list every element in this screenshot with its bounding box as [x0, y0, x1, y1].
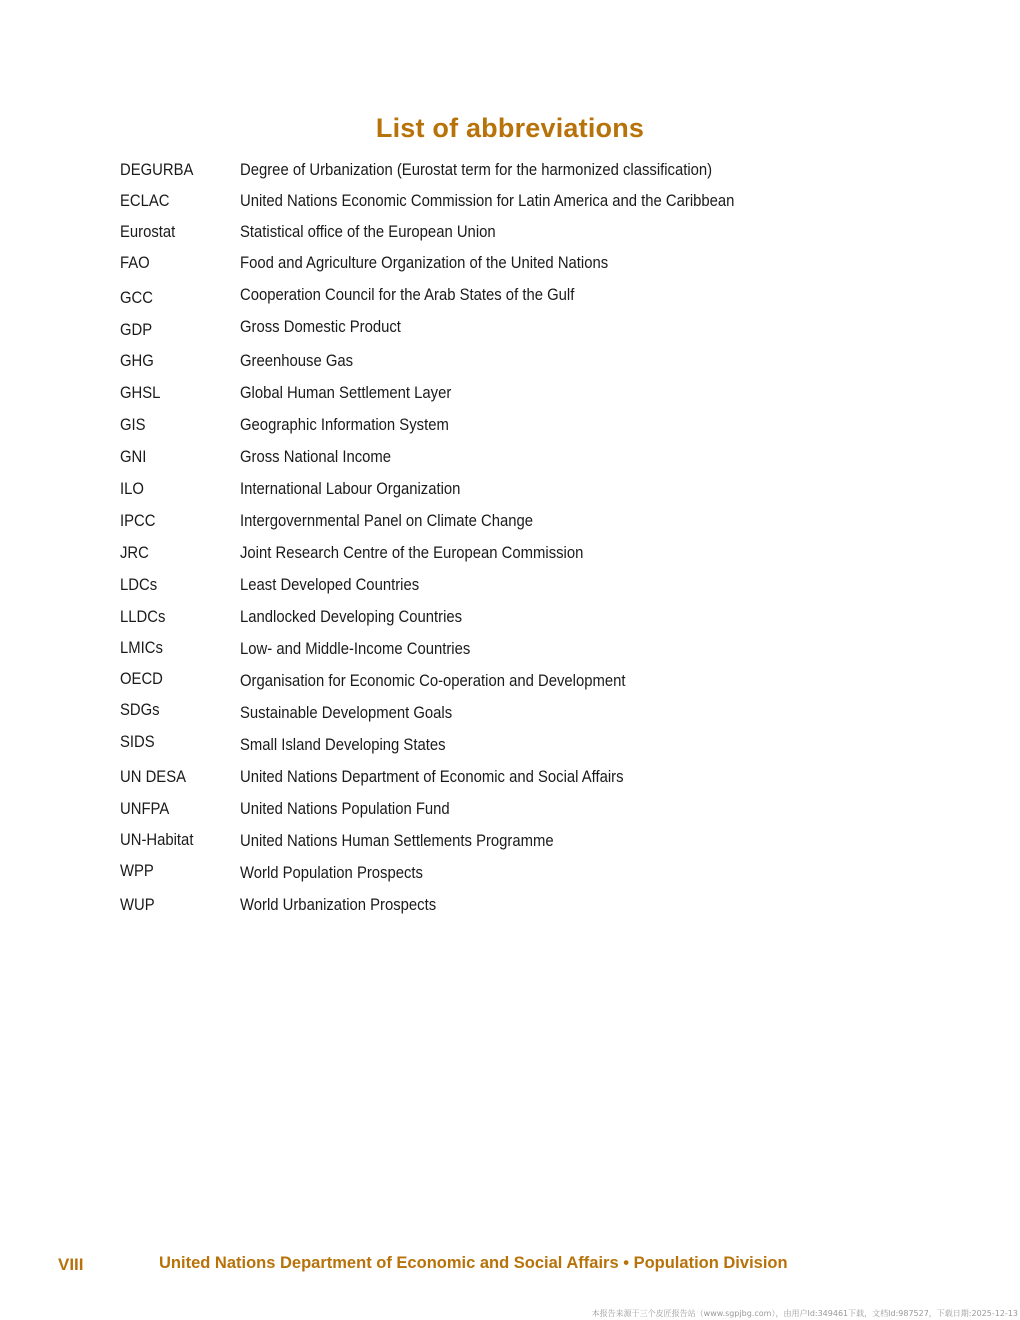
abbreviation-row	[120, 603, 920, 631]
abbreviation-definition: International Labour Organization	[240, 480, 461, 498]
abbreviation-term: GIS	[120, 416, 146, 434]
abbreviation-definition: Small Island Developing States	[240, 736, 446, 754]
page-number: VIII	[58, 1255, 84, 1274]
abbreviation-row	[120, 411, 920, 439]
abbreviation-definition: Statistical office of the European Union	[240, 223, 496, 241]
abbreviation-row	[120, 313, 920, 341]
abbreviation-term: DEGURBA	[120, 161, 194, 179]
abbreviation-row	[120, 507, 920, 535]
abbreviation-term: GNI	[120, 448, 147, 466]
abbreviation-row	[120, 731, 920, 759]
abbreviation-definition: Gross National Income	[240, 448, 392, 466]
abbreviation-row	[120, 795, 920, 823]
abbreviation-definition: World Urbanization Prospects	[240, 896, 437, 914]
abbreviation-definition: Joint Research Centre of the European Commission	[240, 544, 584, 562]
abbreviation-row	[120, 699, 920, 727]
abbreviation-row	[120, 379, 920, 407]
page-title: List of abbreviations	[375, 113, 645, 143]
abbreviation-term: WUP	[120, 896, 155, 914]
watermark-text: 本报告来源于三个皮匠报告站（www.sgpjbg.com），由用户Id:349461下载，文档Id:987527，下载日期:2025-12-13	[591, 1309, 1018, 1318]
abbreviation-term: GHSL	[120, 384, 161, 402]
abbreviation-definition: United Nations Economic Commission for Latin America and the Caribbean	[240, 192, 735, 210]
abbreviation-row	[120, 539, 920, 567]
abbreviation-definition: Gross Domestic Product	[240, 318, 401, 336]
abbreviation-term: LLDCs	[120, 608, 166, 626]
abbreviation-definition: United Nations Department of Economic and Social Affairs	[240, 768, 624, 786]
abbreviation-definition: Degree of Urbanization (Eurostat term for the harmonized classification)	[240, 161, 713, 179]
abbreviation-row	[120, 156, 920, 184]
abbreviation-row	[120, 475, 920, 503]
abbreviation-term: ILO	[120, 480, 144, 498]
abbreviation-term: GDP	[120, 321, 153, 339]
footer-text: United Nations Department of Economic and Social Affairs • Population Division	[159, 1254, 788, 1272]
abbreviation-definition: Food and Agriculture Organization of the United Nations	[240, 254, 609, 272]
abbreviation-row	[120, 763, 920, 791]
abbreviation-row	[120, 635, 920, 663]
abbreviation-term: LDCs	[120, 576, 158, 594]
abbreviation-definition: United Nations Population Fund	[240, 800, 450, 818]
abbreviation-term: JRC	[120, 544, 149, 562]
abbreviation-term: UN-Habitat	[120, 831, 194, 849]
abbreviation-definition: Sustainable Development Goals	[240, 704, 453, 722]
abbreviation-row	[120, 347, 920, 375]
abbreviation-definition: Low- and Middle-Income Countries	[240, 640, 471, 658]
abbreviation-definition: Global Human Settlement Layer	[240, 384, 452, 402]
abbreviation-row	[120, 281, 920, 309]
abbreviation-definition: Intergovernmental Panel on Climate Change	[240, 512, 534, 530]
abbreviation-definition: Landlocked Developing Countries	[240, 608, 463, 626]
abbreviation-definition: Greenhouse Gas	[240, 352, 354, 370]
abbreviation-row	[120, 859, 920, 887]
abbreviation-term: OECD	[120, 670, 163, 688]
abbreviation-definition: Cooperation Council for the Arab States of the Gulf	[240, 286, 575, 304]
abbreviation-definition: Organisation for Economic Co-operation and Development	[240, 672, 626, 690]
abbreviation-row	[120, 667, 920, 695]
abbreviation-term: ECLAC	[120, 192, 170, 210]
abbreviation-row	[120, 891, 920, 919]
abbreviation-definition: United Nations Human Settlements Programme	[240, 832, 554, 850]
abbreviation-row	[120, 827, 920, 855]
abbreviation-term: GCC	[120, 289, 154, 307]
abbreviation-term: Eurostat	[120, 223, 176, 241]
abbreviation-row	[120, 443, 920, 471]
abbreviation-term: FAO	[120, 254, 150, 272]
abbreviation-term: UNFPA	[120, 800, 170, 818]
abbreviation-term: SIDS	[120, 733, 155, 751]
abbreviation-definition: Least Developed Countries	[240, 576, 420, 594]
abbreviation-term: IPCC	[120, 512, 156, 530]
abbreviation-definition: World Population Prospects	[240, 864, 423, 882]
abbreviation-row	[120, 249, 920, 277]
abbreviation-term: SDGs	[120, 701, 160, 719]
abbreviation-term: UN DESA	[120, 768, 187, 786]
abbreviation-definition: Geographic Information System	[240, 416, 449, 434]
abbreviation-term: LMICs	[120, 639, 163, 657]
abbreviation-term: WPP	[120, 862, 154, 880]
abbreviation-row	[120, 187, 920, 215]
abbreviation-row	[120, 571, 920, 599]
abbreviation-row	[120, 218, 920, 246]
abbreviation-term: GHG	[120, 352, 154, 370]
